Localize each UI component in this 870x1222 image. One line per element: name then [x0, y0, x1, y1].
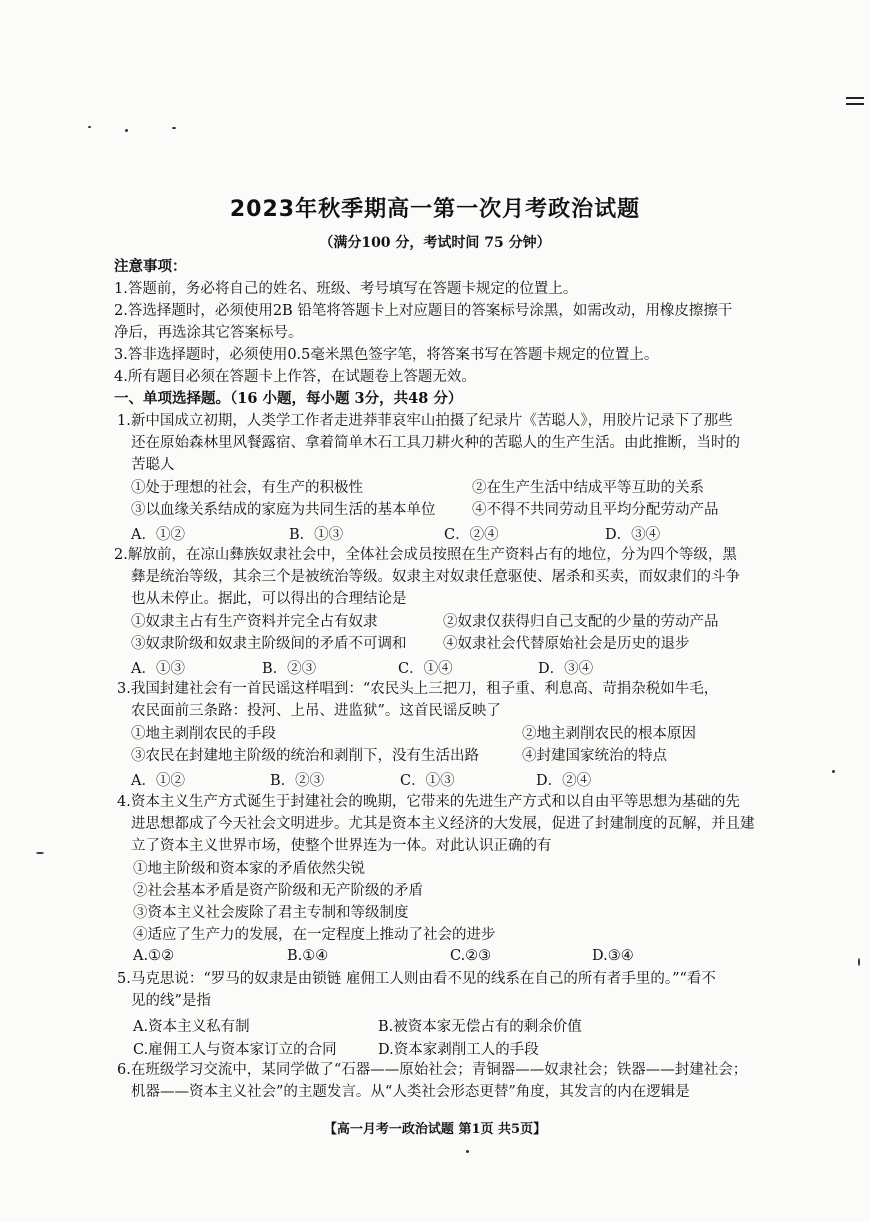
- q6-stem: 机器——资本主义社会”的主题发言。从“人类社会形态更替”角度，其发言的内在逻辑是: [131, 1084, 690, 1100]
- q1-stem: 苦聪人: [131, 457, 175, 473]
- q4-stem: 进思想都成了今天社会文明进步。尤其是资本主义经济的大发展，促进了封建制度的瓦解，并且建: [131, 816, 755, 832]
- q2-statement-4: ④奴隶社会代替原始社会是历史的退步: [443, 636, 690, 652]
- q3-option-d: D．②④: [536, 773, 592, 789]
- q4-option-a: A.①②: [133, 948, 175, 964]
- q1-statement-1: ①处于理想的社会，有生产的积极性: [131, 480, 363, 496]
- q1-stem: 1.新中国成立初期，人类学工作者走进莽菲哀牢山拍摄了纪录片《苦聪人》，用胶片记录下了那些: [117, 413, 733, 429]
- q4-statement-1: ①地主阶级和资本家的矛盾依然尖锐: [133, 861, 365, 877]
- note-line: 4.所有题目必须在答题卡上作答，在试题卷上答题无效。: [114, 369, 476, 385]
- q4-statement-4: ④适应了生产力的发展，在一定程度上推动了社会的进步: [133, 927, 496, 943]
- q5-option-a: A.资本主义私有制: [133, 1019, 250, 1035]
- section-heading: 一、单项选择题。（16 小题，每小题 3分，共48 分）: [114, 390, 463, 407]
- q4-option-c: C.②③: [450, 948, 492, 964]
- scan-speck: [832, 770, 835, 773]
- scan-mark: [846, 97, 864, 99]
- scan-mark: [846, 103, 864, 105]
- q5-option-d: D.资本家剥削工人的手段: [378, 1042, 539, 1058]
- q2-stem: 也从未停止。据此，可以得出的合理结论是: [131, 591, 407, 607]
- note-line: 净后，再选涂其它答案标号。: [114, 325, 303, 341]
- q3-option-a: A．①②: [131, 773, 185, 789]
- q4-statement-2: ②社会基本矛盾是资产阶级和无产阶级的矛盾: [133, 883, 423, 899]
- exam-title: 2023年秋季期高一第一次月考政治试题: [229, 197, 641, 222]
- note-line: 1.答题前，务必将自己的姓名、班级、考号填写在答题卡规定的位置上。: [114, 281, 578, 297]
- scan-speck: [172, 127, 176, 129]
- q3-option-c: C．①③: [400, 773, 455, 789]
- q2-statement-1: ①奴隶主占有生产资料并完全占有奴隶: [131, 614, 378, 630]
- q5-option-b: B.被资本家无偿占有的剩余价值: [378, 1019, 582, 1035]
- q3-option-b: B．②③: [270, 773, 325, 789]
- scan-speck: [466, 1150, 469, 1153]
- q5-option-c: C.雇佣工人与资本家订立的合同: [133, 1042, 337, 1058]
- q1-statement-3: ③以血缘关系结成的家庭为共同生活的基本单位: [131, 502, 436, 518]
- q4-option-b: B.①④: [287, 948, 329, 964]
- q1-stem: 还在原始森林里风餐露宿、拿着简单木石工具刀耕火种的苦聪人的生产生活。由此推断，当时的: [131, 435, 740, 451]
- q2-statement-3: ③奴隶阶级和奴隶主阶级间的矛盾不可调和: [131, 636, 407, 652]
- scan-speck: [125, 129, 128, 132]
- q2-statement-2: ②奴隶仅获得归自己支配的少量的劳动产品: [443, 614, 719, 630]
- q4-stem: 立了资本主义世界市场，使整个世界连为一体。对此认识正确的有: [131, 838, 552, 854]
- q4-option-d: D.③④: [592, 948, 634, 964]
- q3-statement-3: ③农民在封建地主阶级的统治和剥削下，没有生活出路: [131, 748, 479, 764]
- notes-heading: 注意事项：: [114, 258, 187, 275]
- note-line: 3.答非选择题时，必须使用0.5毫米黑色签字笔，将答案书写在答题卡规定的位置上。: [114, 347, 659, 363]
- q3-statement-1: ①地主剥削农民的手段: [131, 726, 276, 742]
- q6-stem: 6.在班级学习交流中，某同学做了“石器——原始社会；青铜器——奴隶社会；铁器——封建社会；: [117, 1062, 748, 1078]
- q4-stem: 4.资本主义生产方式诞生于封建社会的晚期，它带来的先进生产方式和以自由平等思想为基础的先: [117, 794, 740, 810]
- note-line: 2.答选择题时，必须使用2B 铅笔将答题卡上对应题目的答案标号涂黑，如需改动，用橡皮擦擦干: [114, 303, 733, 319]
- q3-statement-4: ④封建国家统治的特点: [522, 748, 667, 764]
- q3-statement-2: ②地主剥削农民的根本原因: [522, 726, 696, 742]
- q2-option-a: A．①③: [131, 661, 185, 677]
- q2-option-d: D．③④: [538, 661, 594, 677]
- scan-speck: [88, 126, 91, 128]
- q1-option-d: D．③④: [605, 527, 661, 543]
- exam-subtitle: （满分100 分，考试时间 75 分钟）: [319, 235, 551, 251]
- q2-stem: 2.解放前，在凉山彝族奴隶社会中，全体社会成员按照在生产资料占有的地位，分为四个等级，黑: [114, 547, 737, 563]
- q2-option-b: B．②③: [262, 661, 317, 677]
- q1-statement-4: ④不得不共同劳动且平均分配劳动产品: [472, 502, 719, 518]
- q5-stem: 见的线”是指: [131, 993, 211, 1009]
- q3-stem: 3.我国封建社会有一首民谣这样唱到：“农民头上三把刀，租子重、利息高、苛捐杂税如牛毛，: [117, 681, 719, 697]
- page-footer: 【高一月考一政治试题 第1页 共5页】: [323, 1122, 547, 1137]
- scan-speck: [858, 958, 860, 966]
- scan-speck: [36, 852, 44, 854]
- q1-option-b: B．①③: [289, 527, 344, 543]
- q3-stem: 农民面前三条路：投河、上吊、进监狱”。这首民谣反映了: [131, 703, 501, 719]
- q1-statement-2: ②在生产生活中结成平等互助的关系: [472, 480, 704, 496]
- q2-stem: 彝是统治等级，其余三个是被统治等级。奴隶主对奴隶任意驱使、屠杀和买卖，而奴隶们的斗争: [131, 569, 740, 585]
- q1-option-a: A．①②: [131, 527, 185, 543]
- q4-statement-3: ③资本主义社会废除了君主专制和等级制度: [133, 905, 409, 921]
- q1-option-c: C．②④: [444, 527, 499, 543]
- q2-option-c: C．①④: [398, 661, 453, 677]
- q5-stem: 5.马克思说：“罗马的奴隶是由锁链 雇佣工人则由看不见的线系在自己的所有者手里的。”“看不: [117, 971, 716, 987]
